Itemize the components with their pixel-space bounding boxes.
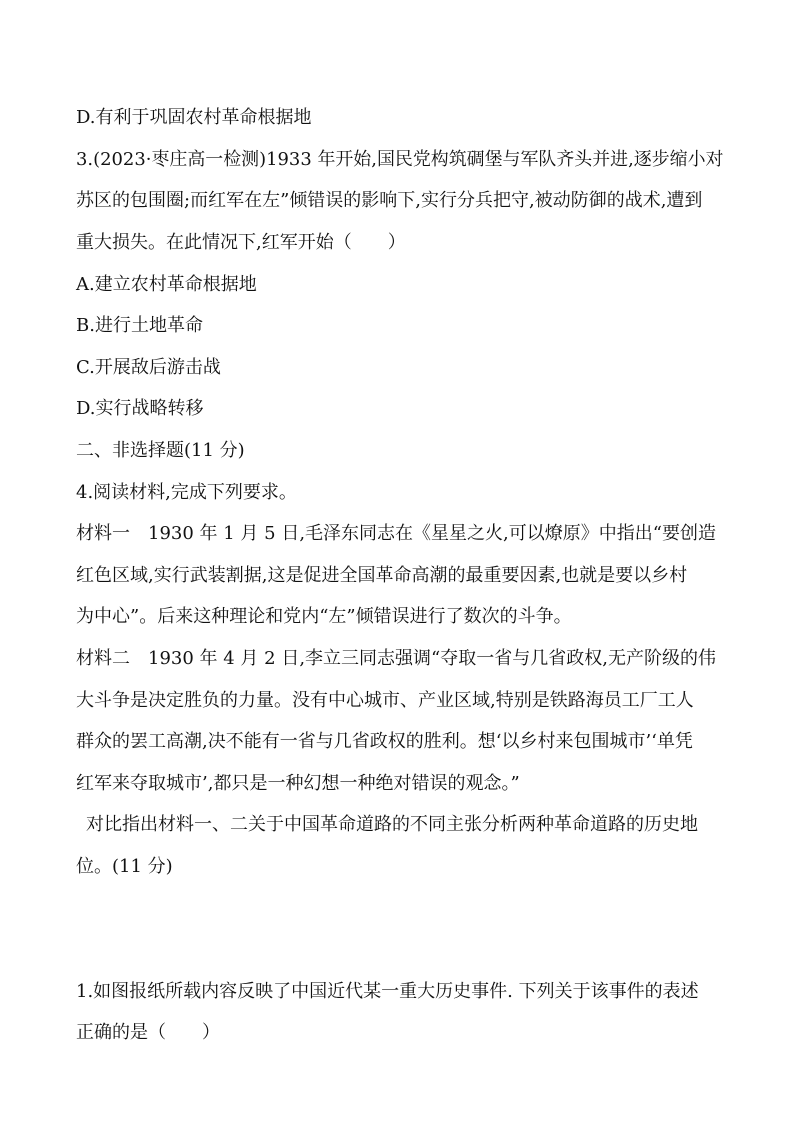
q4-material2-line-2: 大斗争是决定胜负的力量。没有中心城市、产业区域,特别是铁路海员工厂工人 — [76, 690, 694, 711]
q1-stem-line-2: 正确的是（ ） — [76, 1022, 220, 1043]
q4-material2-line-3: 群众的罢工高潮,决不能有一省与几省政权的胜利。想‘以乡村来包围城市’‘单凭 — [76, 731, 693, 752]
q3-option-b: B.进行土地革命 — [76, 315, 203, 336]
q3-option-d: D.实行战略转移 — [76, 398, 204, 419]
q4-task-line-2: 位。(11 分) — [76, 856, 173, 877]
q3-stem-line-3: 重大损失。在此情况下,红军开始（ ） — [76, 232, 406, 253]
q1-stem-line-1: 1.如图报纸所载内容反映了中国近代某一重大历史事件. 下列关于该事件的表述 — [76, 981, 699, 1002]
q4-material2-line-1: 材料二 1930 年 4 月 2 日,李立三同志强调“夺取一省与几省政权,无产阶级的伟 — [76, 648, 716, 669]
q3-option-c: C.开展敌后游击战 — [76, 357, 221, 378]
q4-material1-line-2: 红色区域,实行武装割据,这是促进全国革命高潮的最重要因素,也就是要以乡村 — [76, 565, 688, 586]
q3-option-a: A.建立农村革命根据地 — [76, 274, 257, 295]
q4-material2-line-4: 红军来夺取城市’,都只是一种幻想一种绝对错误的观念。” — [76, 773, 520, 794]
q2-option-d: D.有利于巩固农村革命根据地 — [76, 107, 312, 128]
q4-stem: 4.阅读材料,完成下列要求。 — [76, 482, 297, 503]
q3-stem-line-2: 苏区的包围圈;而红军在左”倾错误的影响下,实行分兵把守,被动防御的战术,遭到 — [76, 190, 703, 211]
q4-material1-line-1: 材料一 1930 年 1 月 5 日,毛泽东同志在《星星之火,可以燎原》中指出“要创造 — [76, 523, 716, 544]
section-heading: 二、非选择题(11 分) — [76, 440, 245, 461]
q4-task-line-1: 对比指出材料一、二关于中国革命道路的不同主张分析两种革命道路的历史地 — [86, 814, 698, 835]
q3-stem-line-1: 3.(2023·枣庄高一检测)1933 年开始,国民党构筑碉堡与军队齐头并进,逐步缩小对 — [76, 149, 724, 170]
q4-material1-line-3: 为中心”。后来这种理论和党内“左”倾错误进行了数次的斗争。 — [76, 606, 572, 627]
